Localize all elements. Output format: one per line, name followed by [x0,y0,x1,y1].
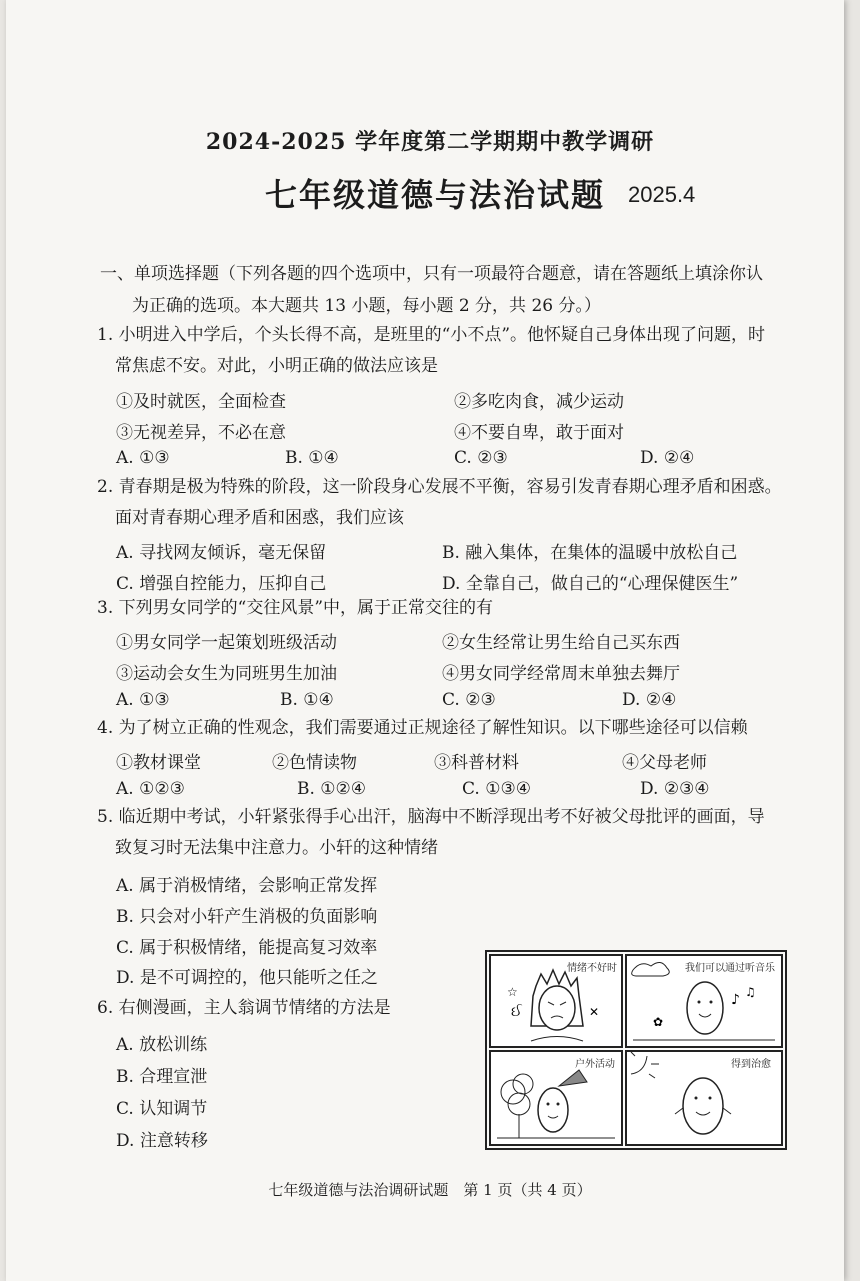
music-character-icon [627,956,781,1046]
q1-option-b[interactable]: B. ①④ [285,448,339,468]
svg-text:♫: ♫ [745,985,756,999]
q4-option-b[interactable]: B. ①②④ [297,779,367,799]
q2-option-c[interactable]: C. 增强自控能力，压抑自己 [116,574,327,594]
q3-option-c[interactable]: C. ②③ [442,690,496,710]
question-1: 1. 小明进入中学后，个头长得不高，是班里的“小不点”。他怀疑自己身体出现了问题，时 常焦虑不安。对此，小明正确的做法应该是 [97,325,766,376]
svg-text:♪: ♪ [731,992,740,1008]
q2-option-b[interactable]: B. 融入集体，在集体的温暖中放松自己 [442,543,738,563]
q1-statement: ①及时就医，全面检查 [116,392,286,412]
q5-option-d[interactable]: D. 是不可调控的，他只能听之任之 [116,968,378,988]
q3-statement: ③运动会女生为同班男生加油 [116,664,337,684]
sunny-character-icon [627,1052,781,1144]
exam-title: 七年级道德与法治试题 [265,176,606,214]
svg-text:ઈ: ઈ [511,1004,522,1020]
question-3: 3. 下列男女同学的“交往风景”中，属于正常交往的有 [97,598,494,618]
q6-option-b[interactable]: B. 合理宣泄 [116,1067,208,1087]
q3-statement: ①男女同学一起策划班级活动 [116,633,337,653]
q3-statement: ④男女同学经常周末单独去舞厅 [442,664,680,684]
outdoor-character-icon [491,1052,621,1144]
q5-option-a[interactable]: A. 属于消极情绪，会影响正常发挥 [116,876,378,896]
comic-strip [485,950,787,1150]
q6-option-d[interactable]: D. 注意转移 [116,1131,208,1151]
svg-text:✕: ✕ [589,1005,600,1019]
q1-statement: ②多吃肉食，减少运动 [454,392,624,412]
q6-option-c[interactable]: C. 认知调节 [116,1099,208,1119]
comic-panel-4: 得到治愈 [625,1050,783,1146]
comic-panel-2: 我们可以通过听音乐 ♪ ♫ ✿ [625,954,783,1048]
q1-statement: ④不要自卑，敢于面对 [454,423,624,443]
q2-option-a[interactable]: A. 寻找网友倾诉，毫无保留 [116,543,327,563]
section-instructions: 一、单项选择题（下列各题的四个选项中，只有一项最符合题意，请在答题纸上填涂你认 为正确的选项。本大题共 13 小题，每小题 2 分，共 26 分。） [100,264,763,316]
q3-option-b[interactable]: B. ①④ [280,690,334,710]
q4-statement: ③科普材料 [434,753,519,773]
exam-date: 2025.4 [628,182,696,207]
q4-option-a[interactable]: A. ①②③ [116,779,185,799]
q5-option-c[interactable]: C. 属于积极情绪，能提高复习效率 [116,938,378,958]
question-5: 5. 临近期中考试，小轩紧张得手心出汗，脑海中不断浮现出考不好被父母批评的画面，导 致复习时无法集中注意力。小轩的这种情绪 [97,807,765,858]
svg-text:✿: ✿ [653,1015,664,1029]
q4-option-c[interactable]: C. ①③④ [462,779,531,799]
q5-option-b[interactable]: B. 只会对小轩产生消极的负面影响 [116,907,378,927]
q1-option-d[interactable]: D. ②④ [640,448,695,468]
q3-option-a[interactable]: A. ①③ [116,690,170,710]
q3-option-d[interactable]: D. ②④ [622,690,677,710]
question-2: 2. 青春期是极为特殊的阶段，这一阶段身心发展不平衡，容易引发青春期心理矛盾和困惑。 面对青春期心理矛盾和困惑，我们应该 [97,477,782,528]
q1-statement: ③无视差异，不必在意 [116,423,286,443]
q2-option-d[interactable]: D. 全靠自己，做自己的“心理保健医生” [442,574,739,594]
comic-panel-1: 情绪不好时 ☆ ઈ ✕ [489,954,623,1048]
q1-option-c[interactable]: C. ②③ [454,448,508,468]
exam-header: 2024-2025 学年度第二学期期中教学调研 [205,129,655,155]
question-6: 6. 右侧漫画，主人翁调节情绪的方法是 [97,998,391,1018]
q4-option-d[interactable]: D. ②③④ [640,779,710,799]
comic-panel-3: 户外活动 [489,1050,623,1146]
q6-option-a[interactable]: A. 放松训练 [116,1035,208,1055]
q4-statement: ①教材课堂 [116,753,201,773]
svg-text:☆: ☆ [507,985,518,999]
q4-statement: ④父母老师 [622,753,707,773]
question-4: 4. 为了树立正确的性观念，我们需要通过正规途径了解性知识。以下哪些途径可以信赖 [97,718,748,738]
page-footer: 七年级道德与法治调研试题 第 1 页（共 4 页） [268,1181,592,1199]
q4-statement: ②色情读物 [272,753,357,773]
angry-character-icon [491,956,621,1046]
q1-option-a[interactable]: A. ①③ [116,448,170,468]
q3-statement: ②女生经常让男生给自己买东西 [442,633,680,653]
